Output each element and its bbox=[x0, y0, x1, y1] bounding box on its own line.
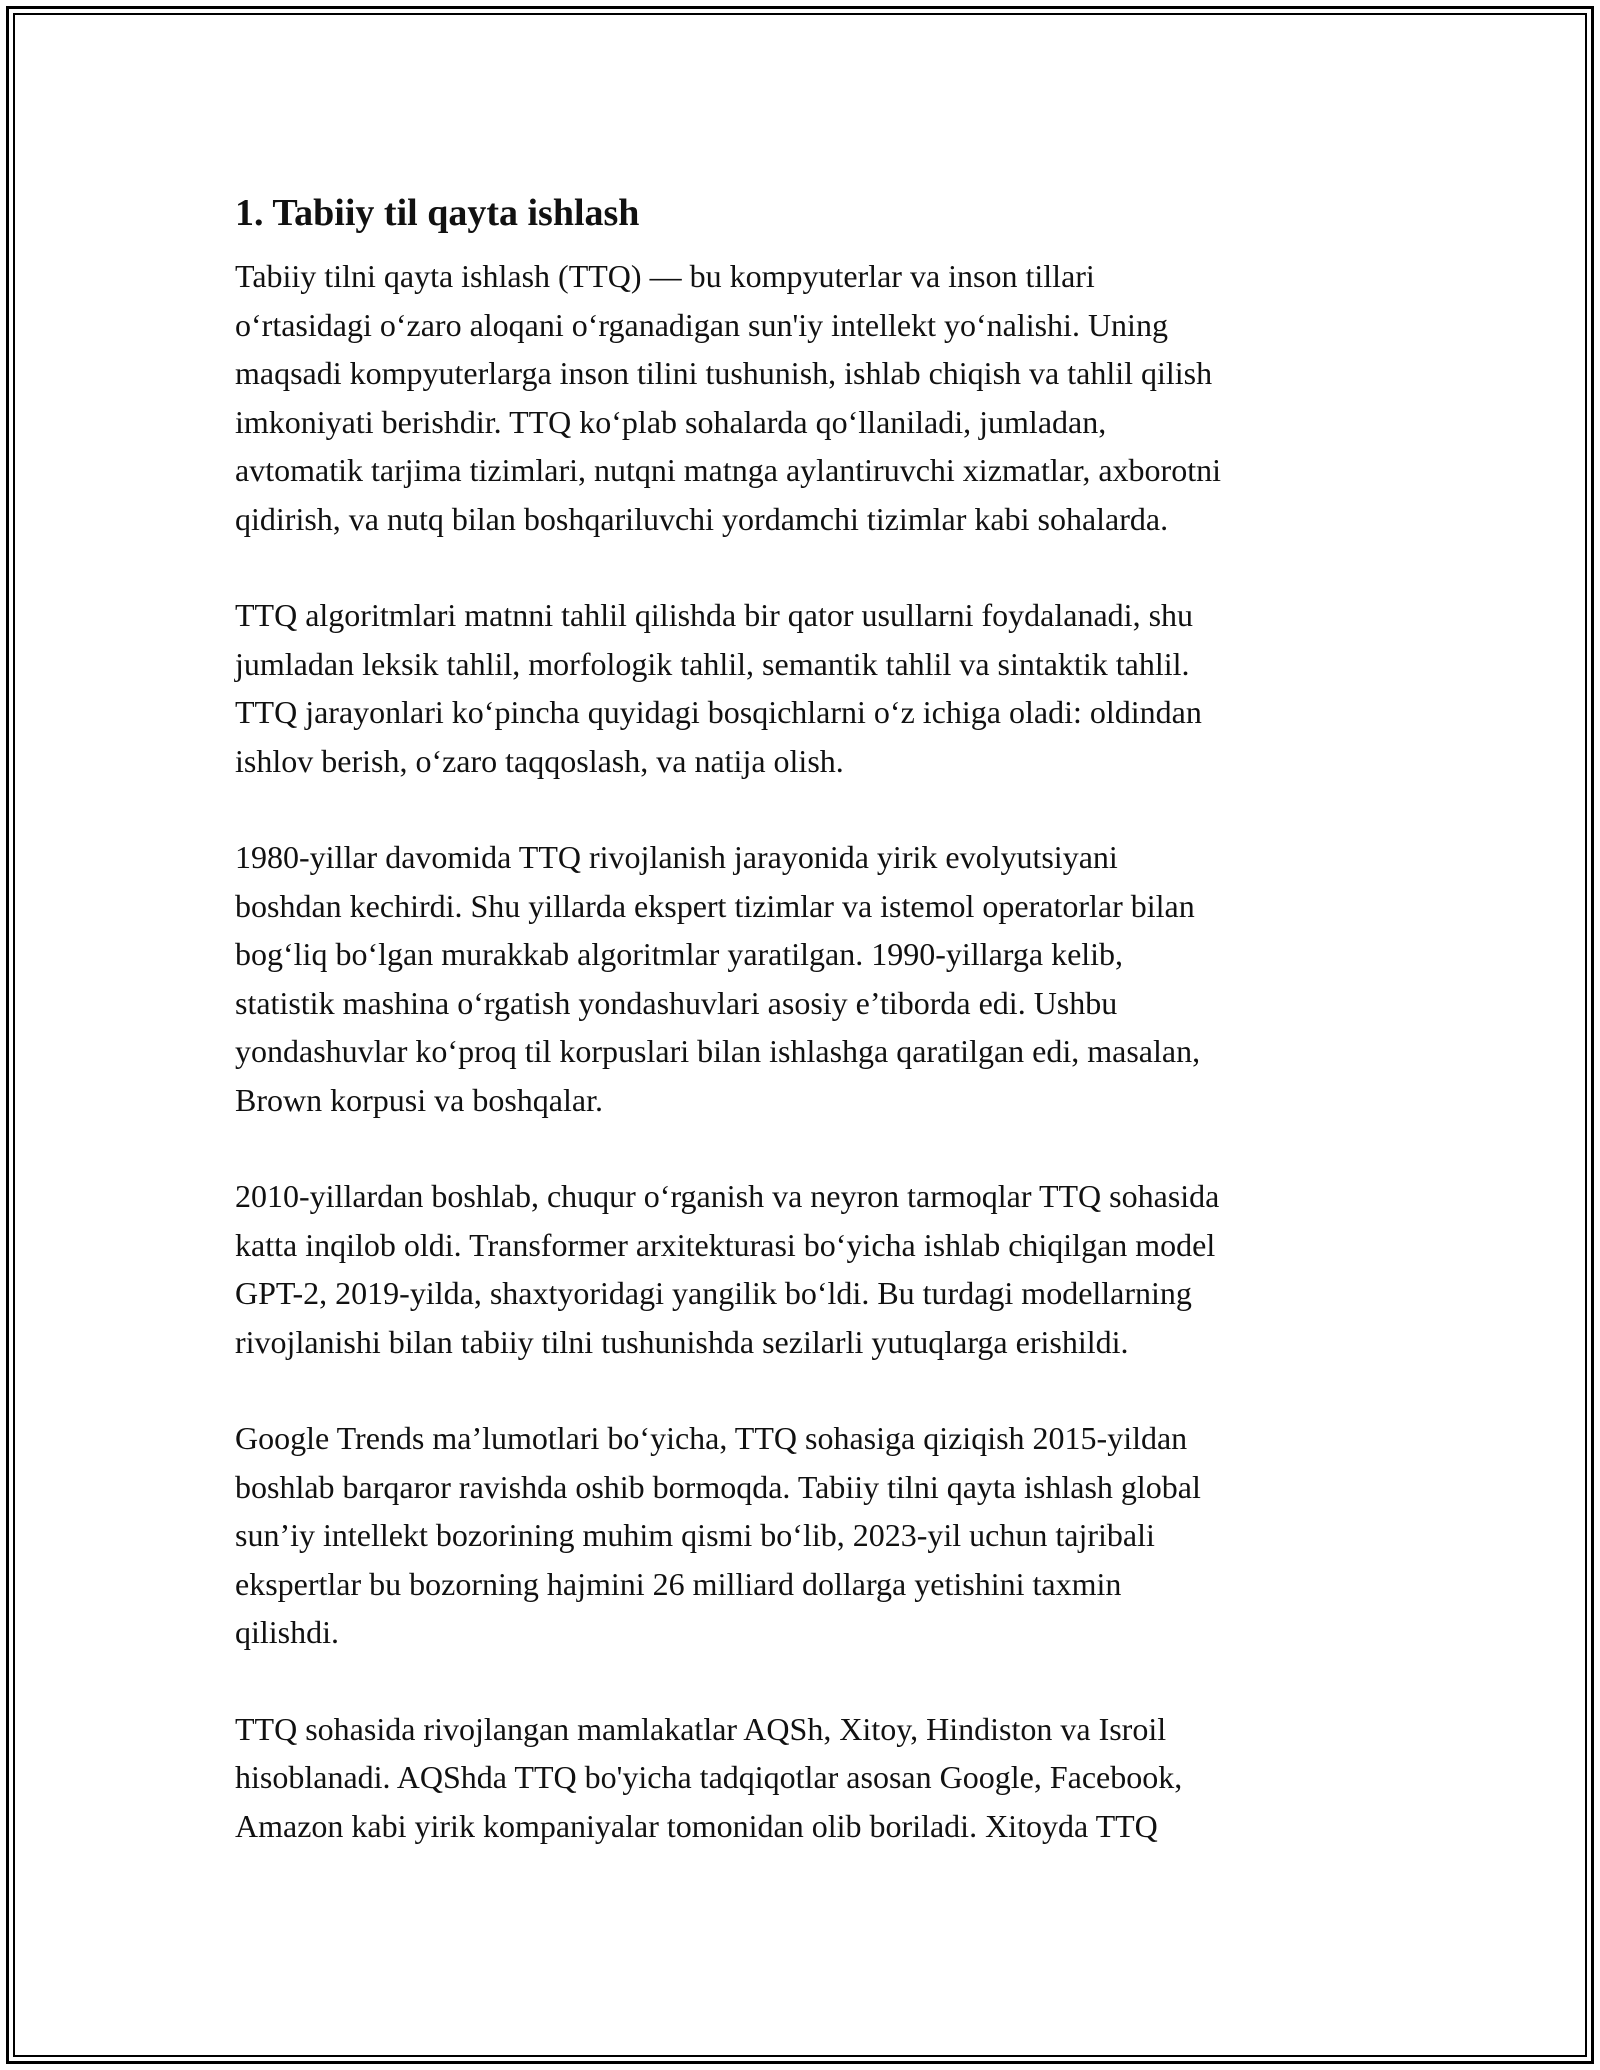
section-heading: 1. Tabiiy til qayta ishlash bbox=[235, 192, 640, 234]
paragraph-countries: TTQ sohasida rivojlangan mamlakatlar AQSh, Xitoy, Hindiston va Isroil hisoblanadi. AQShda TTQ bo'yicha tadqiqotlar asosan Google, Facebook, Amazon kabi yirik kompaniyalar tomonidan olib boriladi. Xitoyda TTQ bbox=[235, 1710, 1183, 1844]
paragraph-intro: Tabiiy tilni qayta ishlash (TTQ) — bu kompyuterlar va inson tillari o‘rtasidagi o‘zaro aloqani o‘rganadigan sun'iy intellekt yo‘nalishi. Uning maqsadi kompyuterlarga inson tilini tushunish, ishlab chiqish va tahlil qilish imkoniyati berishdir. TTQ ko‘plab sohalarda qo‘llaniladi, jumladan, avtomatik tarjima tizimlari, nutqni matnga aylantiruvchi xizmatlar, axborotni qidirish, va nutq bilan boshqariluvchi yordamchi tizimlar kabi sohalarda. bbox=[235, 258, 1221, 537]
paragraph-google-trends: Google Trends ma’lumotlari bo‘yicha, TTQ sohasiga qiziqish 2015-yildan boshlab barqaror ravishda oshib bormoqda. Tabiiy tilni qayta ishlash global sun’iy intellekt bozorining muhim qismi bo‘lib, 2023-yil uchun tajribali ekspertlar bu bozorning hajmini 26 milliard dollarga yetishini taxmin qilishdi. bbox=[235, 1420, 1201, 1650]
paragraph-1980s: 1980-yillar davomida TTQ rivojlanish jarayonida yirik evolyutsiyani boshdan kechirdi. Shu yillarda ekspert tizimlar va istemol operatorlar bilan bog‘liq bo‘lgan murakkab algoritmlar yaratilgan. 1990-yillarga kelib, statistik mashina o‘rgatish yondashuvlari asosiy e’tiborda edi. Ushbu yondashuvlar ko‘proq til korpuslari bilan ishlashga qaratilgan edi, masalan, Brown korpusi va boshqalar. bbox=[235, 839, 1201, 1118]
document-body bbox=[235, 188, 1385, 1850]
paragraph-2010s: 2010-yillardan boshlab, chuqur o‘rganish va neyron tarmoqlar TTQ sohasida katta inqilob oldi. Transformer arxitekturasi bo‘yicha ishlab chiqilgan model GPT-2, 2019-yilda, shaxtyoridagi yangilik bo‘ldi. Bu turdagi modellarning rivojlanishi bilan tabiiy tilni tushunishda sezilarli yutuqlarga erishildi. bbox=[235, 1178, 1220, 1360]
paragraph-algorithms: TTQ algoritmlari matnni tahlil qilishda bir qator usullarni foydalanadi, shu jumladan leksik tahlil, morfologik tahlil, semantik tahlil va sintaktik tahlil. TTQ jarayonlari ko‘pincha quyidagi bosqichlarni o‘z ichiga oladi: oldindan ishlov berish, o‘zaro taqqoslash, va natija olish. bbox=[235, 597, 1202, 779]
